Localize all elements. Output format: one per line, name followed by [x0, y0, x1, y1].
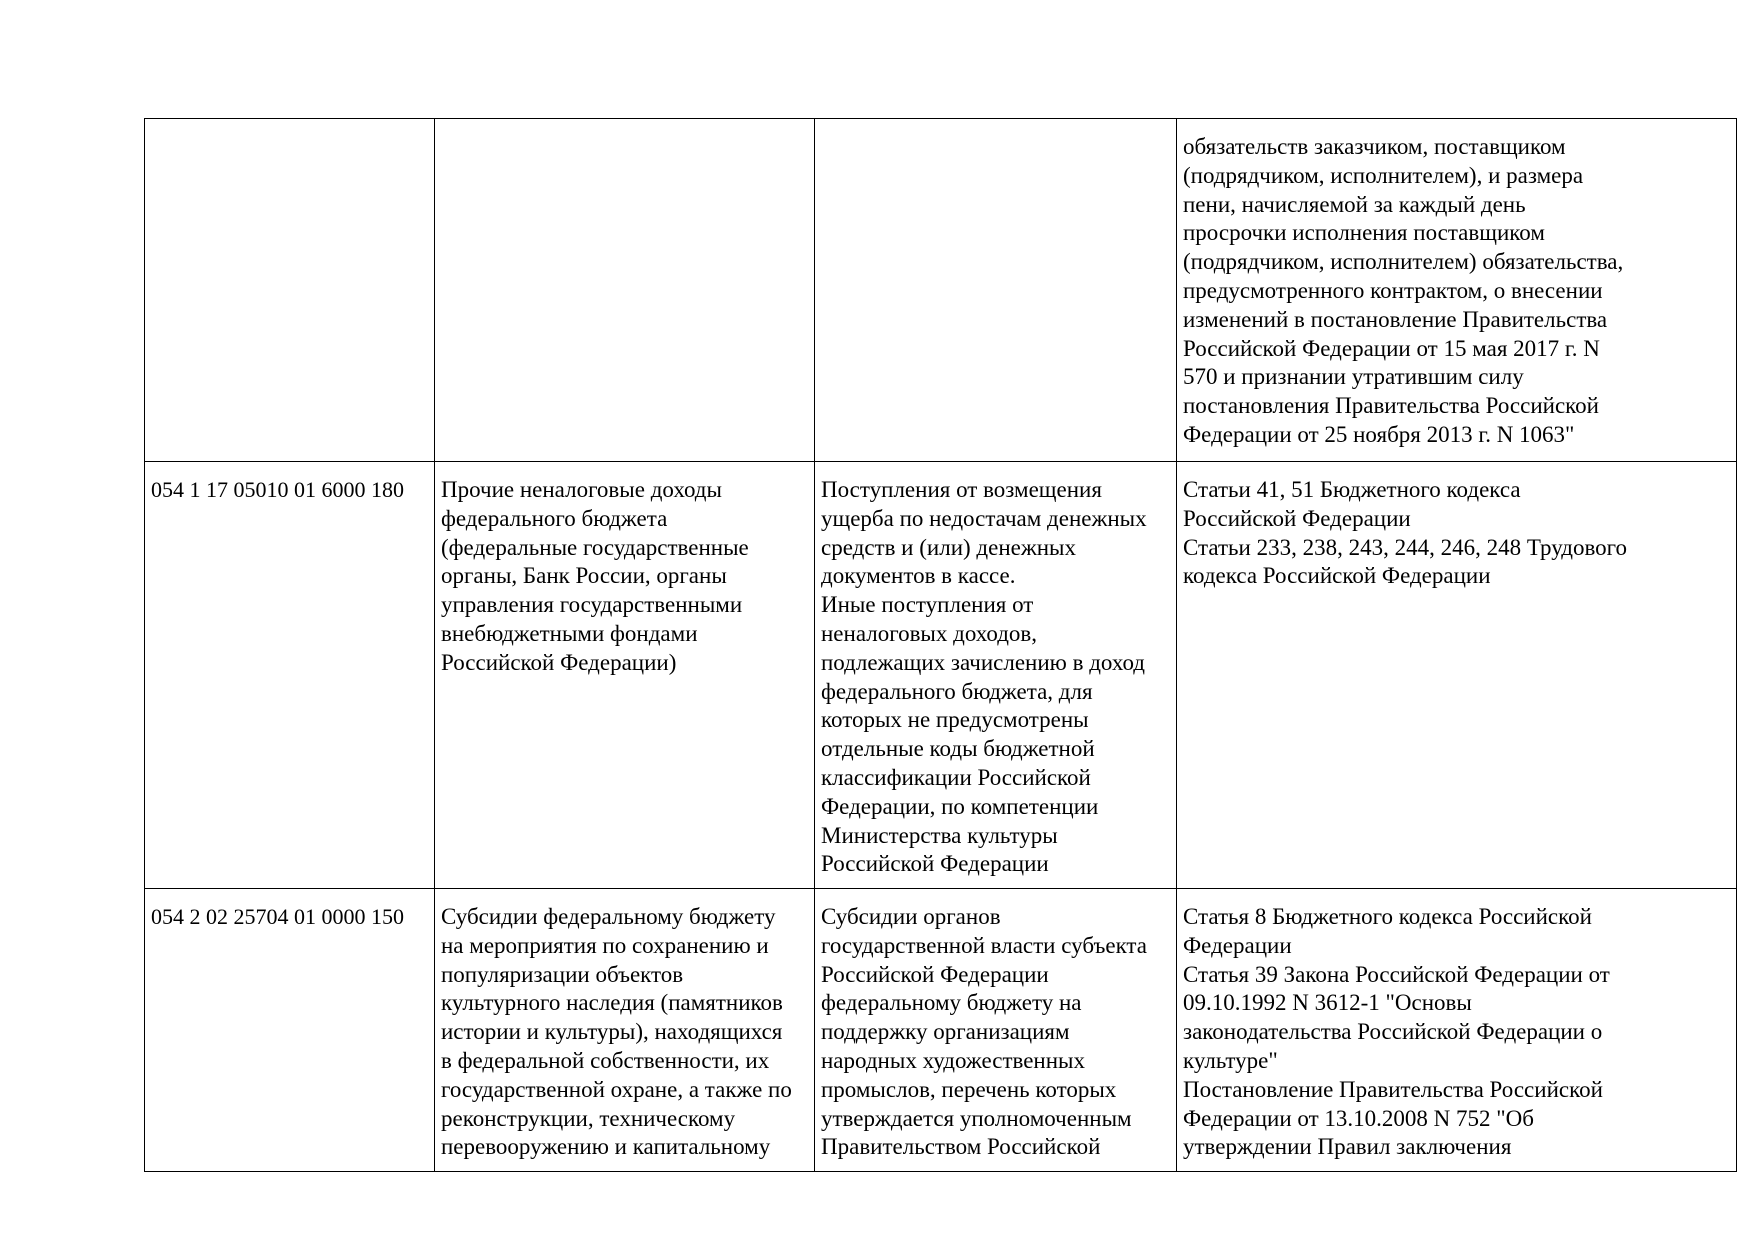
- text-line: изменений в постановление Правительства: [1183, 306, 1608, 332]
- text-line: Постановление Правительства Российской: [1183, 1076, 1603, 1102]
- text-line: государственной охране, а также по: [441, 1076, 792, 1102]
- text-line: Российской Федерации от 15 мая 2017 г. N: [1183, 335, 1600, 361]
- text-line: Российской Федерации: [821, 851, 1049, 877]
- text-line: Статьи 233, 238, 243, 244, 246, 248 Трудового: [1183, 534, 1628, 560]
- text-line: кодекса Российской Федерации: [1183, 563, 1491, 589]
- text-line: предусмотренного контрактом, о внесении: [1183, 277, 1603, 303]
- text-line: утверждается уполномоченным: [821, 1105, 1132, 1131]
- text-line: (федеральные государственные: [441, 534, 749, 560]
- description-cell: [815, 889, 1177, 1172]
- text-line: Российской Федерации: [1183, 505, 1411, 531]
- text-line: Федерации от 13.10.2008 N 752 "Об: [1183, 1105, 1534, 1131]
- text-line: культуре": [1183, 1047, 1278, 1073]
- name-cell: [435, 119, 815, 462]
- code-cell: [145, 119, 435, 462]
- text-line: федерального бюджета, для: [821, 678, 1093, 704]
- text-line: управления государственными: [441, 592, 743, 618]
- text-line: просрочки исполнения поставщиком: [1183, 220, 1545, 246]
- table-row: [145, 889, 1737, 1172]
- text-line: внебюджетными фондами: [441, 620, 698, 646]
- text-line: федеральному бюджету на: [821, 990, 1082, 1016]
- code-cell: 054 1 17 05010 01 6000 180: [145, 462, 435, 889]
- budget-classification-table: [144, 118, 1737, 1172]
- text-line: документов в кассе.: [821, 563, 1016, 589]
- text-line: подлежащих зачислению в доход: [821, 649, 1145, 675]
- text-line: Федерации: [1183, 932, 1292, 958]
- text-line: поддержку организациям: [821, 1019, 1070, 1045]
- text-line: постановления Правительства Российской: [1183, 393, 1599, 419]
- text-line: Российской Федерации: [821, 961, 1049, 987]
- name-cell: [435, 462, 815, 889]
- text-line: Статья 39 Закона Российской Федерации от: [1183, 961, 1610, 987]
- name-cell: [435, 889, 815, 1172]
- text-line: которых не предусмотрены: [821, 707, 1089, 733]
- text-line: популяризации объектов: [441, 961, 684, 987]
- text-line: Статьи 41, 51 Бюджетного кодекса: [1183, 477, 1521, 502]
- text-line: народных художественных: [821, 1047, 1086, 1073]
- text-line: Правительством Российской: [821, 1134, 1101, 1160]
- text-line: Поступления от возмещения: [821, 477, 1102, 502]
- description-cell: [815, 119, 1177, 462]
- text-line: Министерства культуры: [821, 822, 1058, 848]
- text-line: Прочие неналоговые доходы: [441, 477, 722, 502]
- text-line: (подрядчиком, исполнителем) обязательства,: [1183, 249, 1624, 275]
- text-line: 570 и признании утратившим силу: [1183, 364, 1524, 390]
- text-line: средств и (или) денежных: [821, 534, 1076, 560]
- text-line: в федеральной собственности, их: [441, 1047, 770, 1073]
- text-line: отдельные коды бюджетной: [821, 736, 1095, 762]
- text-line: пени, начисляемой за каждый день: [1183, 191, 1526, 217]
- text-line: промыслов, перечень которых: [821, 1076, 1117, 1102]
- text-line: реконструкции, техническому: [441, 1105, 736, 1131]
- text-line: Статья 8 Бюджетного кодекса Российской: [1183, 904, 1592, 929]
- table-row: [145, 462, 1737, 889]
- text-line: культурного наследия (памятников: [441, 990, 783, 1016]
- legal-basis-cell: [1177, 889, 1737, 1172]
- text-line: Субсидии федеральному бюджету: [441, 904, 776, 929]
- text-line: неналоговых доходов,: [821, 620, 1038, 646]
- text-line: Федерации, по компетенции: [821, 793, 1099, 819]
- text-line: (подрядчиком, исполнителем), и размера: [1183, 162, 1584, 188]
- text-line: утверждении Правил заключения: [1183, 1134, 1512, 1160]
- text-line: государственной власти субъекта: [821, 932, 1147, 958]
- text-line: истории и культуры), находящихся: [441, 1019, 783, 1045]
- text-line: на мероприятия по сохранению и: [441, 932, 769, 958]
- text-line: перевооружению и капитальному: [441, 1134, 771, 1160]
- text-line: Российской Федерации): [441, 649, 677, 675]
- legal-basis-cell: [1177, 462, 1737, 889]
- text-line: классификации Российской: [821, 764, 1091, 790]
- text-line: федерального бюджета: [441, 505, 668, 531]
- text-line: Иные поступления от: [821, 592, 1034, 618]
- text-line: законодательства Российской Федерации о: [1183, 1019, 1603, 1045]
- text-line: Субсидии органов: [821, 904, 1001, 929]
- code-cell: 054 2 02 25704 01 0000 150: [145, 889, 435, 1172]
- description-cell: [815, 462, 1177, 889]
- text-line: ущерба по недостачам денежных: [821, 505, 1147, 531]
- table-row: [145, 119, 1737, 462]
- legal-basis-cell: [1177, 119, 1737, 462]
- text-line: органы, Банк России, органы: [441, 563, 727, 589]
- text-line: обязательств заказчиком, поставщиком: [1183, 134, 1566, 159]
- text-line: 09.10.1992 N 3612-1 "Основы: [1183, 990, 1472, 1016]
- text-line: Федерации от 25 ноября 2013 г. N 1063": [1183, 421, 1575, 447]
